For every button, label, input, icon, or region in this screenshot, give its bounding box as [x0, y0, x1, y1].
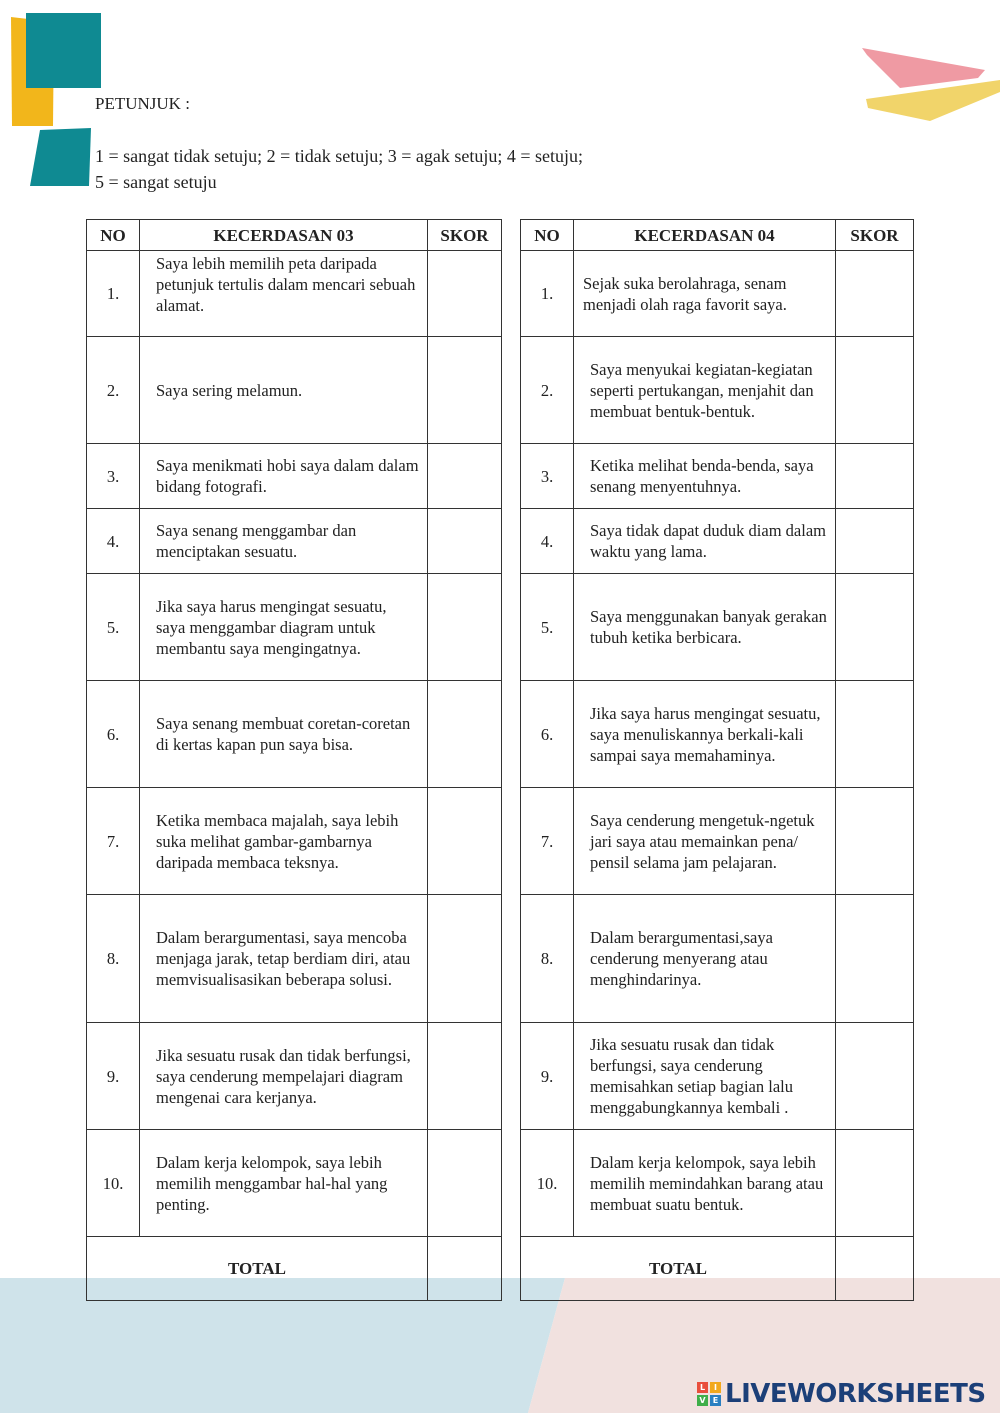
table-row — [87, 251, 502, 337]
row-statement: Dalam berargumentasi, saya mencoba menjaga jarak, tetap berdiam diri, atau memvisualisasikan beberapa solusi. — [140, 895, 428, 1023]
header-title: KECERDASAN 03 — [140, 220, 428, 251]
score-input-cell[interactable] — [428, 681, 502, 788]
logo-mark-icon — [697, 1382, 721, 1406]
table-row — [87, 681, 502, 788]
pink-stroke-top-right — [862, 48, 985, 88]
table-row — [521, 788, 914, 895]
row-statement: Saya senang membuat coretan-coretan di kertas kapan pun saya bisa. — [140, 681, 428, 788]
header-title: KECERDASAN 04 — [574, 220, 836, 251]
row-number: 7. — [521, 788, 574, 895]
logo-mark-letter: I — [710, 1382, 721, 1393]
row-statement: Sejak suka berolahraga, senam menjadi olah raga favorit saya. — [574, 251, 836, 337]
table-row — [521, 1130, 914, 1237]
table-row — [87, 788, 502, 895]
instructions-title: PETUNJUK : — [95, 94, 190, 113]
row-number: 1. — [87, 251, 140, 337]
header-score: SKOR — [836, 220, 914, 251]
score-input-cell[interactable] — [428, 574, 502, 681]
row-statement: Jika sesuatu rusak dan tidak berfungsi, saya cenderung memisahkan setiap bagian lalu menggabungkannya kembali . — [574, 1023, 836, 1130]
row-statement: Saya menikmati hobi saya dalam dalam bidang fotografi. — [140, 444, 428, 509]
score-input-cell[interactable] — [836, 251, 914, 337]
row-number: 4. — [521, 509, 574, 574]
row-number: 6. — [87, 681, 140, 788]
row-number: 3. — [87, 444, 140, 509]
score-input-cell[interactable] — [428, 1130, 502, 1237]
table-row — [521, 1023, 914, 1130]
score-input-cell[interactable] — [428, 509, 502, 574]
row-number: 4. — [87, 509, 140, 574]
row-number: 5. — [521, 574, 574, 681]
table-row — [521, 895, 914, 1023]
score-legend-line-1: 1 = sangat tidak setuju; 2 = tidak setuju; 3 = agak setuju; 4 = setuju; — [95, 146, 584, 166]
row-statement: Jika saya harus mengingat sesuatu, saya menuliskannya berkali-kali sampai saya memahaminya. — [574, 681, 836, 788]
row-statement: Dalam kerja kelompok, saya lebih memilih memindahkan barang atau membuat suatu bentuk. — [574, 1130, 836, 1237]
row-number: 9. — [87, 1023, 140, 1130]
score-input-cell[interactable] — [428, 337, 502, 444]
row-statement: Jika saya harus mengingat sesuatu, saya menggambar diagram untuk membantu saya mengingatnya. — [140, 574, 428, 681]
row-statement: Saya tidak dapat duduk diam dalam waktu yang lama. — [574, 509, 836, 574]
score-input-cell[interactable] — [836, 574, 914, 681]
row-statement: Jika sesuatu rusak dan tidak berfungsi, saya cenderung mempelajari diagram mengenai cara kerjanya. — [140, 1023, 428, 1130]
total-score-cell[interactable] — [836, 1237, 914, 1301]
score-input-cell[interactable] — [836, 681, 914, 788]
score-legend-line-2: 5 = sangat setuju — [95, 172, 217, 192]
row-number: 8. — [521, 895, 574, 1023]
table-row — [87, 337, 502, 444]
total-label: TOTAL — [87, 1237, 428, 1301]
score-legend — [95, 143, 583, 195]
liveworksheets-logo — [697, 1374, 986, 1414]
table-row — [521, 337, 914, 444]
table-row — [87, 1130, 502, 1237]
row-statement: Ketika melihat benda-benda, saya senang menyentuhnya. — [574, 444, 836, 509]
table-row — [521, 681, 914, 788]
table-total-row — [521, 1237, 914, 1301]
score-input-cell[interactable] — [836, 444, 914, 509]
row-statement: Ketika membaca majalah, saya lebih suka melihat gambar-gambarnya daripada membaca teksnya. — [140, 788, 428, 895]
table-row — [521, 509, 914, 574]
table-row — [87, 509, 502, 574]
row-number: 6. — [521, 681, 574, 788]
table-header-row — [87, 220, 502, 251]
score-input-cell[interactable] — [428, 1023, 502, 1130]
teal-shape-left — [30, 128, 91, 186]
header-no: NO — [521, 220, 574, 251]
row-number: 5. — [87, 574, 140, 681]
row-number: 2. — [521, 337, 574, 444]
score-input-cell[interactable] — [428, 788, 502, 895]
total-label: TOTAL — [521, 1237, 836, 1301]
score-input-cell[interactable] — [428, 251, 502, 337]
score-input-cell[interactable] — [836, 895, 914, 1023]
table-kecerdasan-03 — [86, 219, 502, 1301]
row-number: 2. — [87, 337, 140, 444]
row-statement: Saya senang menggambar dan menciptakan sesuatu. — [140, 509, 428, 574]
row-number: 7. — [87, 788, 140, 895]
score-input-cell[interactable] — [836, 1023, 914, 1130]
row-number: 8. — [87, 895, 140, 1023]
table-row — [87, 1023, 502, 1130]
total-score-cell[interactable] — [428, 1237, 502, 1301]
logo-mark-letter: L — [697, 1382, 708, 1393]
table-row — [521, 444, 914, 509]
score-input-cell[interactable] — [836, 337, 914, 444]
table-kecerdasan-04 — [520, 219, 914, 1301]
row-statement: Saya menggunakan banyak gerakan tubuh ketika berbicara. — [574, 574, 836, 681]
table-row — [87, 895, 502, 1023]
header-score: SKOR — [428, 220, 502, 251]
yellow-stroke-top-right — [866, 80, 1000, 121]
row-statement: Dalam kerja kelompok, saya lebih memilih menggambar hal-hal yang penting. — [140, 1130, 428, 1237]
score-input-cell[interactable] — [428, 895, 502, 1023]
table-row — [87, 444, 502, 509]
table-row — [87, 574, 502, 681]
score-input-cell[interactable] — [836, 1130, 914, 1237]
row-statement: Saya lebih memilih peta daripada petunjuk tertulis dalam mencari sebuah alamat. — [140, 251, 428, 337]
logo-text: LIVEWORKSHEETS — [725, 1379, 986, 1409]
row-statement: Saya sering melamun. — [140, 337, 428, 444]
table-row — [521, 251, 914, 337]
teal-square-top-left — [26, 13, 101, 88]
table-header-row — [521, 220, 914, 251]
row-number: 10. — [521, 1130, 574, 1237]
row-number: 10. — [87, 1130, 140, 1237]
row-number: 9. — [521, 1023, 574, 1130]
row-number: 3. — [521, 444, 574, 509]
logo-mark-letter: V — [697, 1395, 708, 1406]
row-number: 1. — [521, 251, 574, 337]
table-total-row — [87, 1237, 502, 1301]
logo-mark-letter: E — [710, 1395, 721, 1406]
header-no: NO — [87, 220, 140, 251]
row-statement: Saya cenderung mengetuk-ngetuk jari saya atau memainkan pena/ pensil selama jam pelajaran. — [574, 788, 836, 895]
row-statement: Saya menyukai kegiatan-kegiatan seperti pertukangan, menjahit dan membuat bentuk-bentuk. — [574, 337, 836, 444]
table-row — [521, 574, 914, 681]
score-input-cell[interactable] — [836, 788, 914, 895]
score-input-cell[interactable] — [428, 444, 502, 509]
score-input-cell[interactable] — [836, 509, 914, 574]
row-statement: Dalam berargumentasi,saya cenderung menyerang atau menghindarinya. — [574, 895, 836, 1023]
